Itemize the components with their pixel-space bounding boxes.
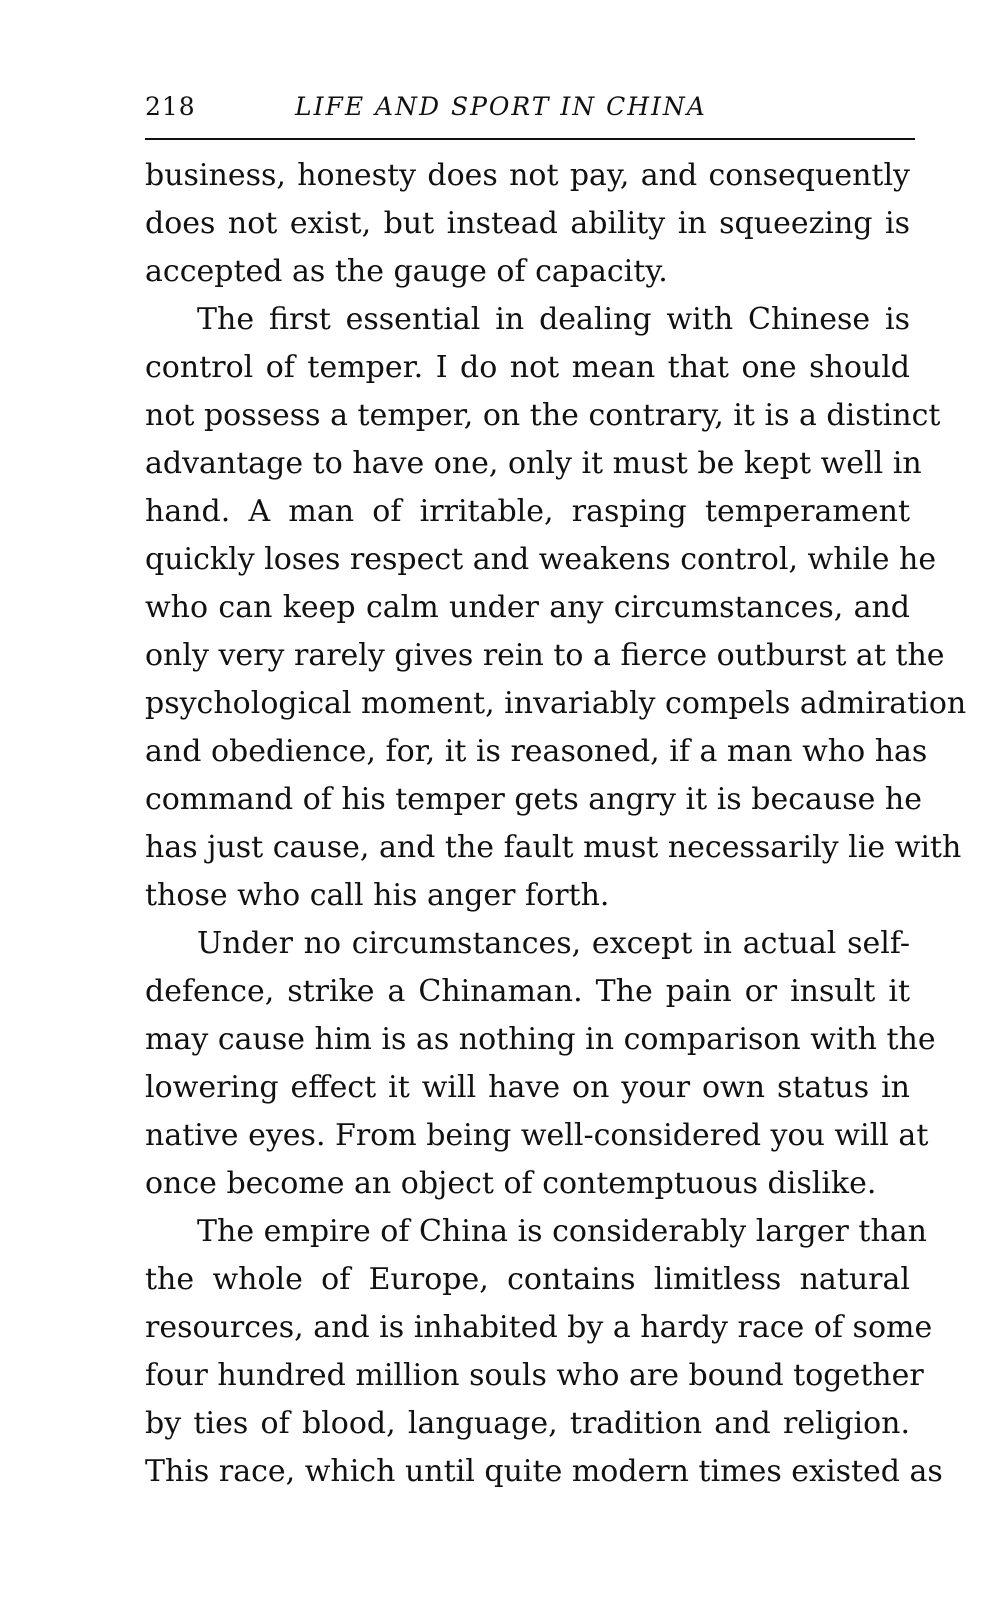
text-line: accepted as the gauge of capacity. <box>145 254 668 289</box>
text-line: by ties of blood, language, tradition and religion. <box>145 1406 910 1441</box>
text-line: control of temper. I do not mean that one should <box>145 350 910 385</box>
text-line: four hundred million souls who are bound together <box>145 1358 924 1393</box>
text-line: advantage to have one, only it must be kept well in <box>145 446 922 481</box>
text-line: once become an object of contemptuous dislike. <box>145 1166 877 1201</box>
text-line: quickly loses respect and weakens control, while he <box>145 542 937 577</box>
text-line: business, honesty does not pay, and consequently <box>145 158 910 193</box>
text-line: who can keep calm under any circumstances, and <box>145 590 910 625</box>
text-line: only very rarely gives rein to a fierce outburst at the <box>145 638 945 673</box>
body-text <box>145 152 967 1496</box>
text-line: resources, and is inhabited by a hardy race of some <box>145 1310 933 1345</box>
text-line: native eyes. From being well-considered you will at <box>145 1118 929 1153</box>
text-line: psychological moment, invariably compels admiration <box>145 686 967 721</box>
page-header <box>145 92 915 132</box>
text-line: command of his temper gets angry it is because he <box>145 782 922 817</box>
text-line: those who call his anger forth. <box>145 878 610 913</box>
text-line: does not exist, but instead ability in squeezing is <box>145 206 910 241</box>
text-line: may cause him is as nothing in comparison with the <box>145 1022 936 1057</box>
text-line: the whole of Europe, contains limitless natural <box>145 1262 910 1297</box>
text-line: lowering effect it will have on your own status in <box>145 1070 910 1105</box>
text-line: This race, which until quite modern times existed as <box>145 1454 943 1489</box>
running-head: LIFE AND SPORT IN CHINA <box>295 92 707 121</box>
text-line: and obedience, for, it is reasoned, if a man who has <box>145 734 928 769</box>
page-number: 218 <box>145 92 196 121</box>
text-line: defence, strike a Chinaman. The pain or insult it <box>145 974 910 1009</box>
text-line: Under no circumstances, except in actual self- <box>197 926 910 961</box>
text-line: The first essential in dealing with Chinese is <box>197 302 910 337</box>
header-rule <box>145 138 915 140</box>
text-line: has just cause, and the fault must necessarily lie with <box>145 830 962 865</box>
text-line: not possess a temper, on the contrary, it is a distinct <box>145 398 941 433</box>
text-line: The empire of China is considerably larger than <box>197 1214 927 1249</box>
text-line: hand. A man of irritable, rasping temperament <box>145 494 910 529</box>
